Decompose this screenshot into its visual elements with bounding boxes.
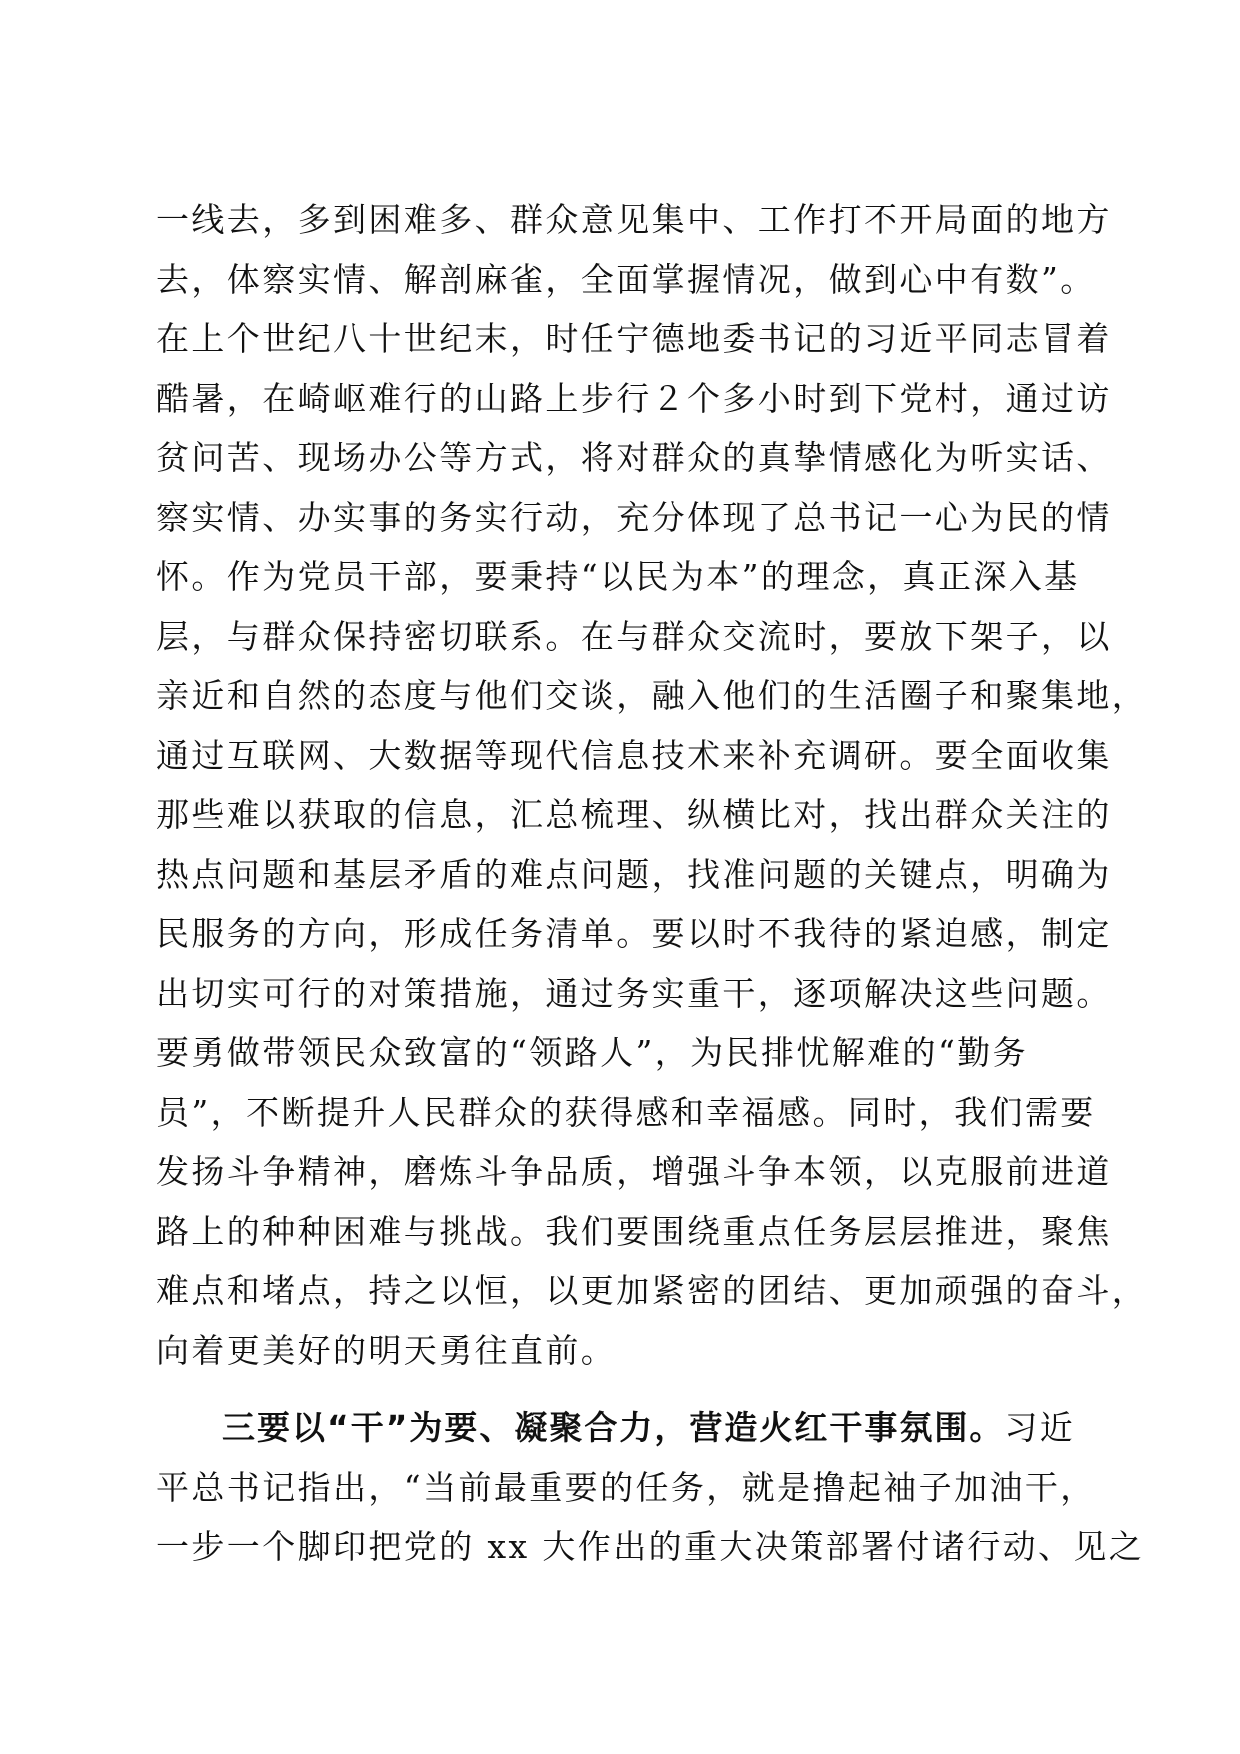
paragraph-2: [156, 1398, 1145, 1577]
text-line: 酷暑，在崎岖难行的山路上步行２个多小时到下党村，通过访: [156, 378, 1112, 418]
text-line: 察实情、办实事的务实行动，充分体现了总书记一心为民的情: [156, 497, 1112, 537]
text-line: 员”，不断提升人民群众的获得感和幸福感。同时，我们需要: [156, 1092, 1096, 1132]
body-text: [156, 190, 1148, 1577]
text-line: 在上个世纪八十世纪末，时任宁德地委书记的习近平同志冒着: [156, 319, 1112, 358]
text-line: 层，与群众保持密切联系。在与群众交流时，要放下架子，以: [156, 616, 1112, 656]
text-line: 路上的种种困难与挑战。我们要围绕重点任务层层推进，聚焦: [156, 1211, 1112, 1251]
text-line: 一线去，多到困难多、群众意见集中、工作打不开局面的地方: [156, 200, 1112, 239]
text-line: 怀。作为党员干部，要秉持“以民为本”的理念，真正深入基: [156, 557, 1080, 596]
text-line: 民服务的方向，形成任务清单。要以时不我待的紧迫感，制定: [156, 914, 1112, 953]
text-line: 要勇做带领民众致富的“领路人”，为民排忧解难的“勤务: [156, 1033, 1029, 1072]
text-line: 热点问题和基层矛盾的难点问题，找准问题的关键点，明确为: [156, 854, 1112, 894]
text-line: 那些难以获取的信息，汇总梳理、纵横比对，找出群众关注的: [156, 795, 1112, 834]
text-line: 出切实可行的对策措施，通过务实重干，逐项解决这些问题。: [156, 973, 1112, 1013]
text-line: 难点和堵点，持之以恒，以更加紧密的团结、更加顽强的奋斗，: [156, 1271, 1148, 1310]
paragraph-2-first-line: [156, 1398, 1076, 1458]
text-line: 发扬斗争精神，磨炼斗争品质，增强斗争本领，以克服前进道: [156, 1152, 1112, 1191]
text-line: 通过互联网、大数据等现代信息技术来补充调研。要全面收集: [156, 735, 1112, 775]
text-line: 一步一个脚印把党的 xx 大作出的重大决策部署付诸行动、见之: [156, 1527, 1145, 1566]
text-run: 习近: [1004, 1408, 1076, 1447]
paragraph-1: [156, 190, 1148, 1380]
text-line: 贫问苦、现场办公等方式，将对群众的真挚情感化为听实话、: [156, 438, 1112, 477]
section-heading: 三要以“干”为要、凝聚合力，营造火红干事氛围。: [222, 1408, 1005, 1447]
text-line: 去，体察实情、解剖麻雀，全面掌握情况，做到心中有数”。: [156, 259, 1096, 299]
text-line: 平总书记指出，“当前最重要的任务，就是撸起袖子加油干，: [156, 1467, 1096, 1507]
text-line: 向着更美好的明天勇往直前。: [156, 1330, 617, 1370]
text-line: 亲近和自然的态度与他们交谈，融入他们的生活圈子和聚集地，: [156, 676, 1148, 715]
